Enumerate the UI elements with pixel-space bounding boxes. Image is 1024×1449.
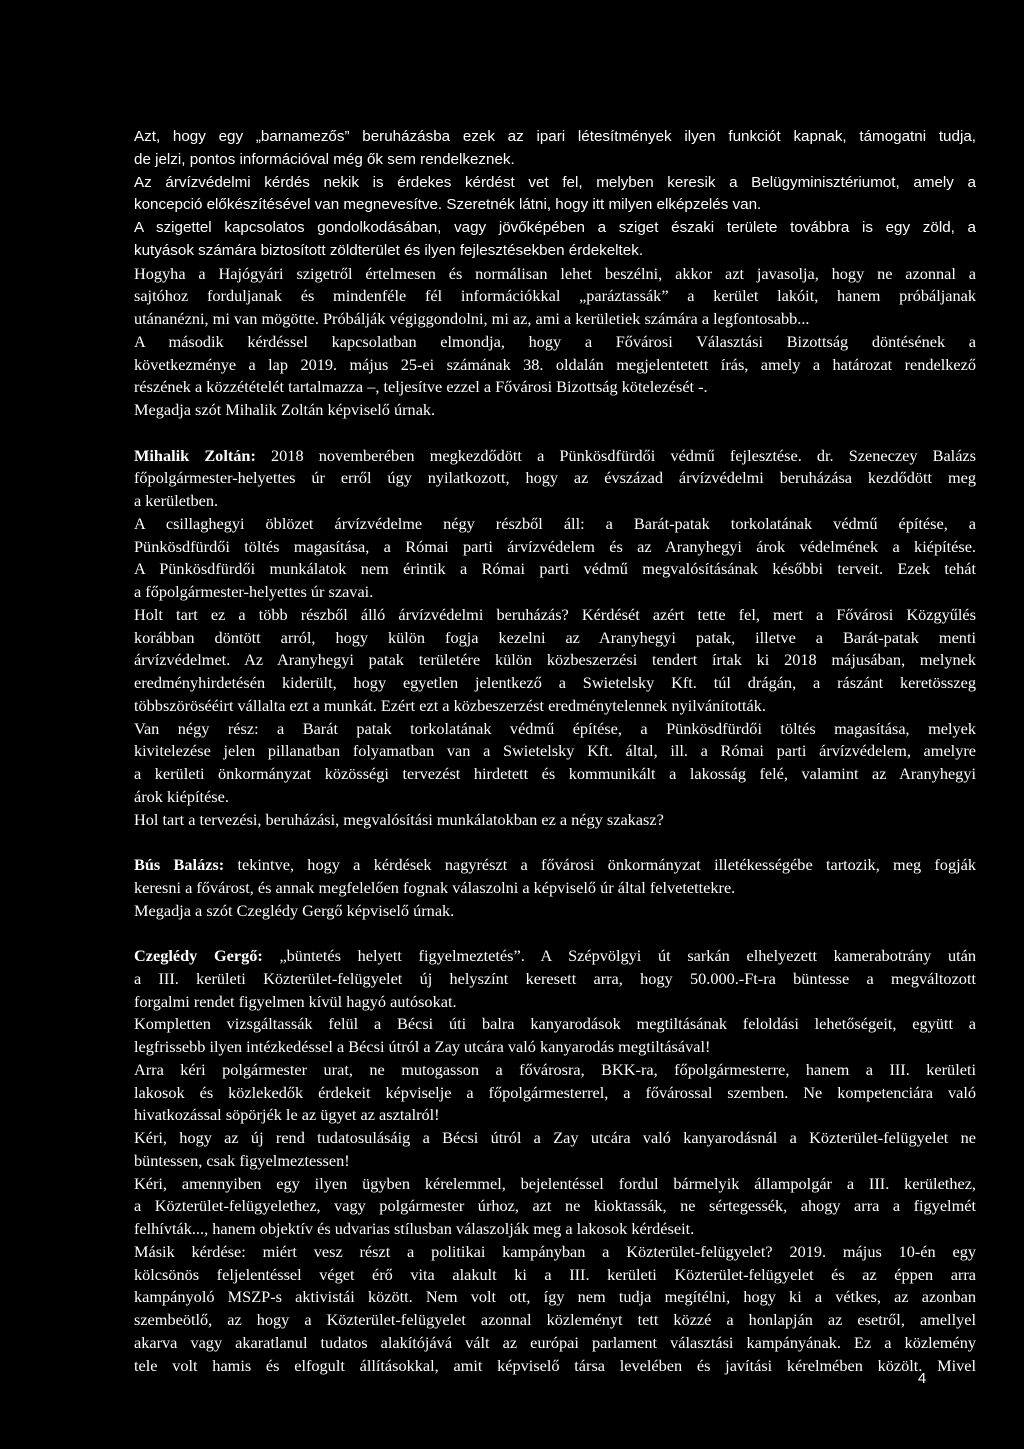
document-body <box>134 126 976 1377</box>
speaker-section <box>134 854 976 922</box>
speaker-section <box>134 445 976 832</box>
text-line: A csillaghegyi öblözet árvízvédelme négy részből áll: a Barát-patak torkolatának védmű építése, a <box>134 513 976 533</box>
text-line: többszörösééirt vállalta ezt a munkát. Ezért ezt a közbeszerzést eredménytelennek nyilvánították. <box>134 695 766 715</box>
paragraph-gap <box>134 922 976 945</box>
text-line: főpolgármester-helyettes úr erről úgy nyilatkozott, hogy az évszázad árvízvédelmi beruházása kezdődött meg <box>134 468 976 488</box>
text-line: de jelzi, pontos információval még ők sem rendelkeznek. <box>134 150 515 168</box>
text-line: hivatkozással söpörjék le az ügyet az asztalról! <box>134 1105 440 1125</box>
page-number: 4 <box>917 1370 927 1387</box>
text-line: Azt, hogy egy „barnamezős” beruházásba ezek az ipari létesítmények ilyen funkciót kapnak, támogatni tudja, <box>134 128 976 145</box>
text-line: akarva vagy akaratlanul tudatos alakítójává vált az európai parlament választási kampányának. Ez a közlemény <box>134 1332 976 1352</box>
text-line: a kerületi önkormányzat közösségi tervezést hirdetett és kommunikált a lakosság felé, valamint az Aranyhegyi <box>134 764 976 783</box>
text-line: forgalmi rendet figyelmen kívül hagyó autósokat. <box>134 991 457 1011</box>
intro-section <box>134 126 976 422</box>
text-line: Holt tart ez a több részből álló árvízvédelmi beruházás? Kérdését azért tette fel, mert a Fővárosi Közgyűlés <box>134 604 976 624</box>
speaker-name: Bús Balázs: <box>134 855 225 874</box>
text-line: keresni a fővárost, és annak megfelelően fognak válaszolni a képviselő úr által felvetettekre. <box>134 877 736 897</box>
text-line: Van négy rész: a Barát patak torkolatának védmű építése, a Pünkösdfürdői töltés magasítása, melyek <box>134 718 976 738</box>
paragraph-gap <box>134 831 976 854</box>
text-line: részének a közzétételét tartalmazza –, teljesítve ezzel a Fővárosi Bizottság kötelezését -. <box>134 377 708 397</box>
text-line: kutyások számára biztosított zöldterület és ilyen fejlesztésekben érdekeltek. <box>134 241 644 259</box>
text-line: Arra kéri polgármester urat, ne mutogasson a fővárosra, BKK-ra, főpolgármesterre, hanem a III. kerületi <box>134 1059 976 1079</box>
text-line: Az árvízvédelmi kérdés nekik is érdekes kérdést vet fel, melyben keresik a Belügyminisztériumot, amely a <box>134 173 976 191</box>
text-line: lakosok és közlekedők érdekeit képviselje a főpolgármesterrel, a fővárossal szemben. Ne kompetenciára való <box>134 1082 976 1102</box>
text-line: Hol tart a tervezési, beruházási, megvalósítási munkálatokban ez a négy szakasz? <box>134 809 664 829</box>
text-line: büntessen, csak figyelmeztessen! <box>134 1150 350 1170</box>
text-line: A második kérdéssel kapcsolatban elmondja, hogy a Fővárosi Választási Bizottság döntésének a <box>134 331 976 351</box>
text-line: Megadja a szót Czeglédy Gergő képviselő úrnak. <box>134 900 455 920</box>
text-line: Másik kérdése: miért vesz részt a politikai kampányban a Közterület-felügyelet? 2019. május 10-én egy <box>134 1241 976 1261</box>
text-line: Megadja szót Mihalik Zoltán képviselő úrnak. <box>134 400 436 419</box>
speaker-name: Mihalik Zoltán: <box>134 445 256 465</box>
text-line <box>134 854 976 877</box>
text-line: szembeötlő, az hogy a Közterület-felügyelet azonnal közleményt tett közzé a honlapján az esetről, amellyel <box>134 1310 976 1329</box>
text-line: kölcsönös feljelentéssel véget érő vita alakult ki a III. kerületi Közterület-felügyelet és az éppen arra <box>134 1264 976 1284</box>
text-line: a kerületben. <box>134 491 219 510</box>
speaker-name: Czeglédy Gergő: <box>134 946 263 965</box>
text-line: korábban döntött arról, hogy külön fogja kezelni az Aranyhegyi patak, illetve a Barát-patak menti <box>134 627 976 647</box>
speaker-section <box>134 945 976 1377</box>
text-line: Kéri, hogy az új rend tudatosulásáig a Bécsi útról a Zay utcára való kanyarodásnál a Közterület-felügyelet ne <box>134 1128 976 1147</box>
text-line: tele volt hamis és elfogult állításokkal, amit képviselő társa levelében és javítási kérelmében közölt. Mivel <box>134 1355 976 1375</box>
text-line: a főpolgármester-helyettes úr szavai. <box>134 582 374 601</box>
line-text: tekintve, hogy a kérdések nagyrészt a fővárosi önkormányzat illetékességébe tartozik, meg fogják <box>224 855 976 874</box>
text-line: következménye a lap 2019. május 25-ei számának 38. oldalán megjelentetett írás, amely a határozat rendelkező <box>134 354 976 374</box>
text-line <box>134 945 976 968</box>
text-line: árok kiépítése. <box>134 786 229 806</box>
text-line: Hogyha a Hajógyári szigetről értelmesen és normálisan lehet beszélni, akkor azt javasolja, hogy ne azonnal a <box>134 263 976 283</box>
text-line: koncepció előkészítésével van megnevesítve. Szeretnék látni, hogy itt milyen elképzelés van. <box>134 196 762 214</box>
text-line: legfrissebb ilyen intézkedéssel a Bécsi útról a Zay utcára való kanyarodás megtiltásával! <box>134 1037 711 1056</box>
text-line: A szigettel kapcsolatos gondolkodásában, vagy jövőképében a sziget északi területe továbbra is egy zöld, a <box>134 219 976 236</box>
line-text: „büntetés helyett figyelmeztetés”. A Szépvölgyi út sarkán elhelyezett kamerabotrány után <box>262 946 976 965</box>
text-line: Pünkösdfürdői töltés magasítása, a Római parti árvízvédelem és az Aranyhegyi árok védelmének a kiépítése. <box>134 536 976 556</box>
text-line: kampányoló MSZP-s aktivistái között. Nem volt ott, így nem tudja megítélni, hogy ki a vétkes, az azonban <box>134 1287 976 1307</box>
text-line: utánanézni, mi van mögötte. Próbálják végiggondolni, mi az, ami a kerületiek számára a legfontosabb... <box>134 309 810 328</box>
text-line: felhívták..., hanem objektív és udvarias stílusban válaszolják meg a lakosok kérdéseit. <box>134 1219 695 1238</box>
line-text: 2018 novemberében megkezdődött a Pünkösdfürdői védmű fejlesztése. dr. Szeneczey Balázs <box>255 445 976 465</box>
text-line: árvízvédelmet. Az Aranyhegyi patak területére külön közbeszerzési tendert írtak ki 2018 májusában, melynek <box>134 650 976 670</box>
text-line: sajtóhoz forduljanak és mindenféle fél információkkal „paráztassák” a kerület lakóit, hanem próbáljanak <box>134 286 976 306</box>
text-line: Kéri, amennyiben egy ilyen ügyben kérelemmel, bejelentéssel fordul bármelyik állampolgár a III. kerülethez, <box>134 1173 976 1193</box>
text-line: kivitelezése jelen pillanatban folyamatban van a Swietelsky Kft. által, ill. a Római parti árvízvédelem, amelyre <box>134 741 976 761</box>
text-line: A Pünkösdfürdői munkálatok nem érintik a Római parti védmű megvalósításának későbbi terveit. Ezek tehát <box>134 559 976 579</box>
text-line: Kompletten vizsgáltassák felül a Bécsi úti balra kanyarodások megtiltásának feloldási lehetőségeit, együtt a <box>134 1014 976 1034</box>
text-line: a Közterület-felügyelethez, vagy polgármester úrhoz, azt ne kioktassák, ne sértegessék, ahogy arra a figyelmét <box>134 1196 976 1216</box>
text-line: a III. kerületi Közterület-felügyelet új helyszínt keresett arra, hogy 50.000.-Ft-ra büntesse a megváltozott <box>134 968 976 988</box>
text-line: eredményhirdetésén kiderült, hogy egyetlen jelentkező a Swietelsky Kft. túl drágán, a rászánt keretösszeg <box>134 673 976 692</box>
text-line <box>134 445 976 468</box>
paragraph-gap <box>134 422 976 445</box>
